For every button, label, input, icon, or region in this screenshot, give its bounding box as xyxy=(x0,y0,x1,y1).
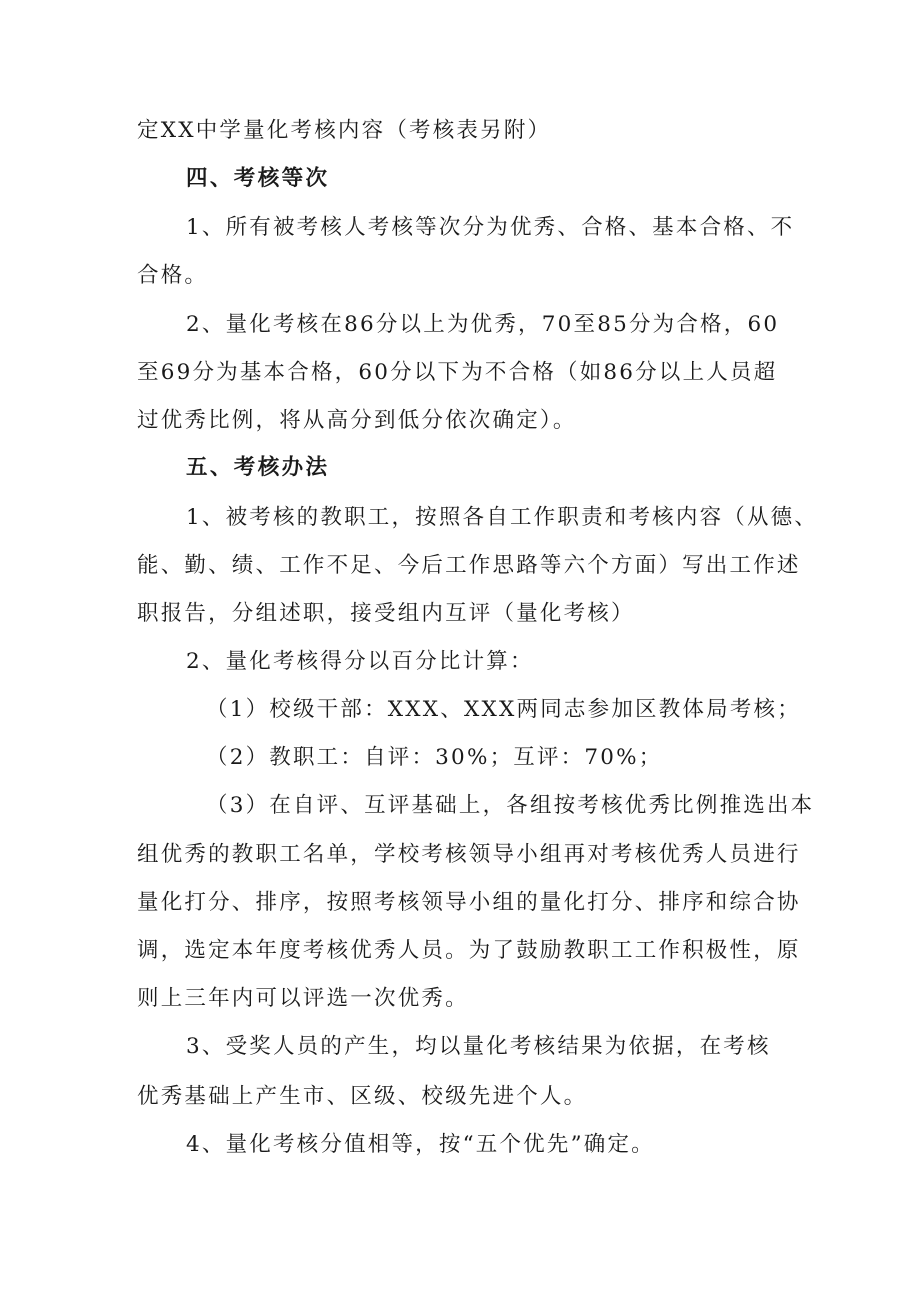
intro-line-1: 定XX中学量化考核内容（考核表另附） xyxy=(137,118,552,143)
section-5-item-1-line-1: 1、被考核的教职工，按照各自工作职责和考核内容（从德、 xyxy=(186,505,819,530)
section-4-item-1-line-2: 合格。 xyxy=(137,263,209,288)
section-5-item-1-line-3: 职报告，分组述职，接受组内互评（量化考核） xyxy=(137,601,635,626)
section-5-item-2-sub-3-line-2: 组优秀的教职工名单，学校考核领导小组再对考核优秀人员进行 xyxy=(137,842,801,867)
section-5-item-2-line-1: 2、量化考核得分以百分比计算： xyxy=(186,649,534,674)
section-5-item-2-sub-3-line-4: 调，选定本年度考核优秀人员。为了鼓励教职工工作积极性，原 xyxy=(137,938,801,963)
section-4-item-2-line-1: 2、量化考核在86分以上为优秀，70至85分为合格，60 xyxy=(186,312,780,337)
section-5-item-3-line-1: 3、受奖人员的产生，均以量化考核结果为依据，在考核 xyxy=(186,1034,771,1059)
section-5-item-2-sub-3-line-3: 量化打分、排序，按照考核领导小组的量化打分、排序和综合协 xyxy=(137,890,801,915)
section-4-heading: 四、考核等次 xyxy=(186,166,330,191)
section-5-item-2-sub-3-line-1: （3）在自评、互评基础上，各组按考核优秀比例推选出本 xyxy=(206,793,815,818)
section-5-item-2-sub-1: （1）校级干部：XXX、XXX两同志参加区教体局考核； xyxy=(206,697,801,722)
section-4-item-1-line-1: 1、所有被考核人考核等次分为优秀、合格、基本合格、不 xyxy=(186,215,795,240)
section-5-item-3-line-2: 优秀基础上产生市、区级、校级先进个人。 xyxy=(137,1084,588,1109)
section-5-item-4-line-1: 4、量化考核分值相等，按“五个优先”确定。 xyxy=(186,1132,655,1157)
section-5-heading: 五、考核办法 xyxy=(186,455,330,480)
section-5-item-1-line-2: 能、勤、绩、工作不足、今后工作思路等六个方面）写出工作述 xyxy=(137,553,801,578)
section-5-item-2-sub-3-line-5: 则上三年内可以评选一次优秀。 xyxy=(137,986,469,1011)
section-5-item-2-sub-2: （2）教职工：自评：30%；互评：70%； xyxy=(206,745,663,770)
section-4-item-2-line-2: 至69分为基本合格，60分以下为不合格（如86分以上人员超 xyxy=(137,360,778,385)
section-4-item-2-line-3: 过优秀比例，将从高分到低分依次确定）。 xyxy=(137,408,577,433)
